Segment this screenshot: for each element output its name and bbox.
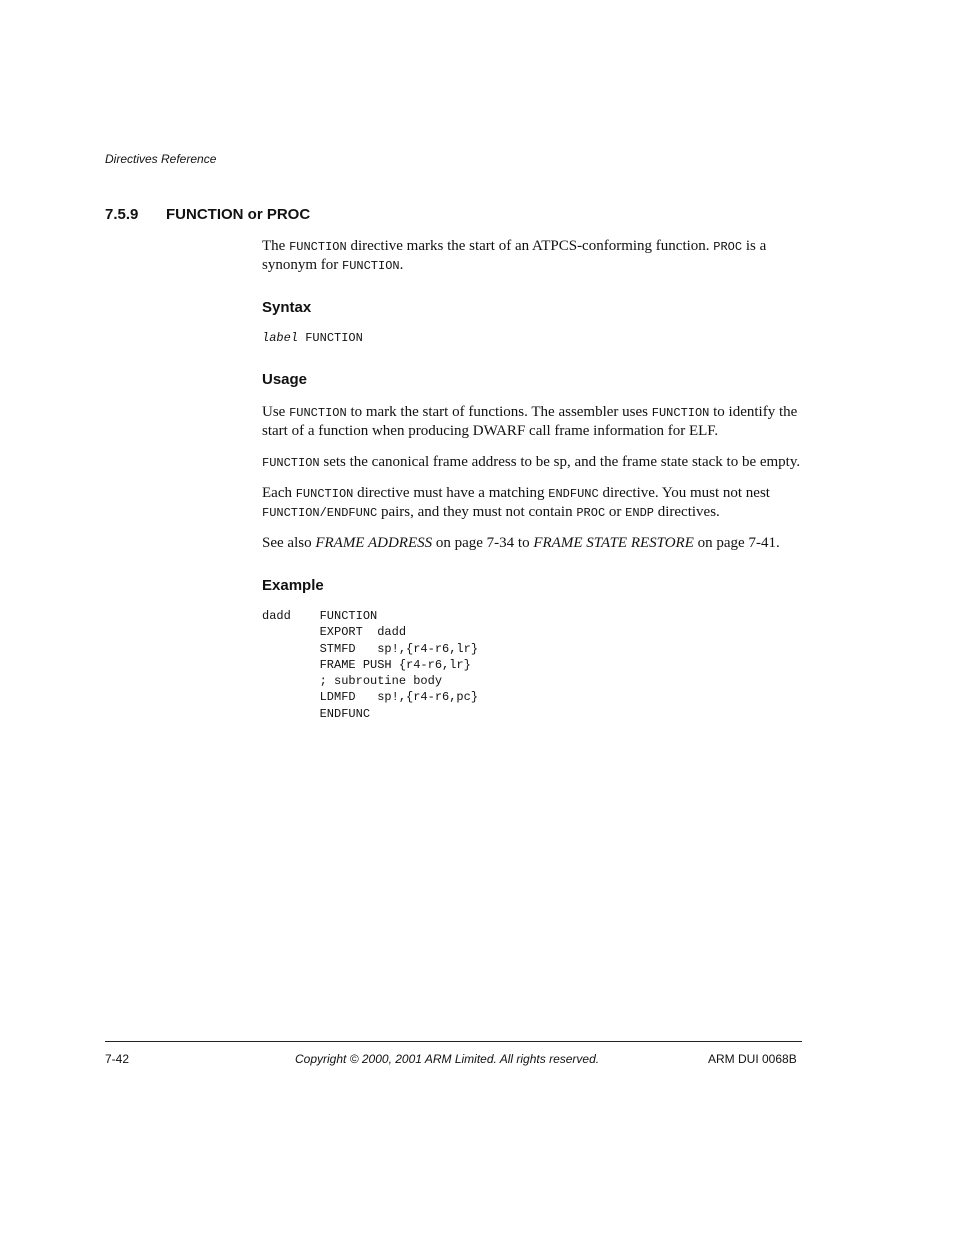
section-title: FUNCTION or PROC [166, 206, 311, 223]
usage-paragraph-4 [262, 534, 807, 552]
text-run: to identify the start of a function when producing DWARF call frame information for ELF. [262, 404, 798, 439]
text-run: or [605, 504, 626, 520]
usage-paragraph-3 [262, 484, 807, 522]
syntax-line [262, 331, 363, 345]
text-run: The [262, 238, 290, 254]
text-run: . [399, 257, 404, 273]
text-run: directive must have a matching [353, 485, 549, 501]
text-run: to mark the start of functions. The assembler uses [346, 404, 652, 420]
usage-heading: Usage [262, 371, 308, 388]
syntax-label-arg: label [262, 331, 299, 345]
text-run: on page 7-34 to [432, 535, 534, 551]
section-number: 7.5.9 [105, 206, 139, 223]
text-run: directives. [653, 504, 720, 520]
text-run: See also [262, 535, 316, 551]
footer-page-number: 7-42 [105, 1052, 130, 1066]
example-heading: Example [262, 577, 324, 594]
text-run: Use [262, 404, 290, 420]
code-term: ENDP [625, 506, 654, 520]
text-run: pairs, and they must not contain [377, 504, 577, 520]
example-code-block: dadd FUNCTION EXPORT dadd STMFD sp!,{r4-r6,lr} FRAME PUSH {r4-r6,lr} ; subroutine body LDMFD sp!,{r4-r6,pc} ENDFUNC [262, 609, 479, 721]
cross-reference-link[interactable]: FRAME ADDRESS [315, 535, 433, 551]
running-header: Directives Reference [105, 152, 217, 166]
syntax-keyword: FUNCTION [305, 331, 363, 345]
usage-paragraph-1 [262, 403, 807, 440]
section-heading [105, 206, 310, 223]
text-run: Each [262, 485, 296, 501]
code-term: FUNCTION [342, 259, 400, 273]
code-term: FUNCTION/ENDFUNC [262, 506, 378, 520]
code-term: PROC [576, 506, 606, 520]
footer-divider [105, 1041, 802, 1042]
text-run: directive. You must not nest [598, 485, 770, 501]
footer-doc-id: ARM DUI 0068B [708, 1052, 797, 1066]
cross-reference-link[interactable]: FRAME STATE RESTORE [533, 535, 694, 551]
code-term: FUNCTION [262, 456, 320, 470]
intro-paragraph [262, 237, 807, 275]
code-term: FUNCTION [289, 406, 347, 420]
syntax-heading: Syntax [262, 299, 312, 316]
code-term: FUNCTION [295, 487, 354, 501]
code-term: FUNCTION [651, 406, 710, 420]
code-term: PROC [713, 240, 743, 254]
footer-copyright: Copyright © 2000, 2001 ARM Limited. All rights reserved. [295, 1052, 600, 1066]
code-term: ENDFUNC [548, 487, 599, 501]
usage-paragraph-2 [262, 453, 807, 472]
text-run: on page 7-41. [693, 535, 780, 551]
text-run: sets the canonical frame address to be sp, and the frame state stack to be empty. [319, 454, 801, 470]
text-run: is a synonym for [262, 238, 767, 273]
text-run: directive marks the start of an ATPCS-conforming function. [346, 238, 714, 254]
code-term: FUNCTION [289, 240, 347, 254]
